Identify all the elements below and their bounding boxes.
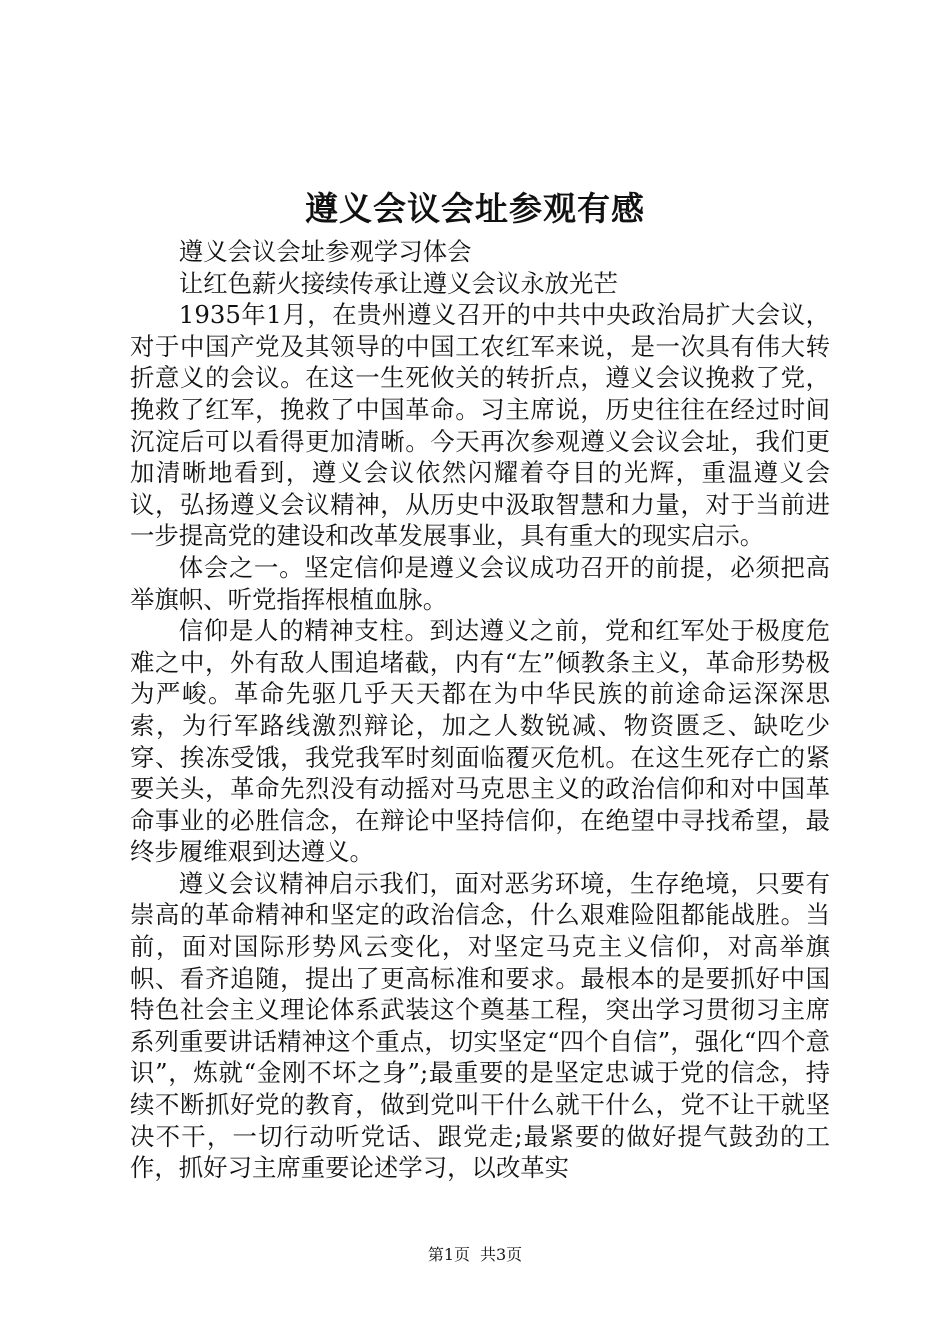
page-number: 第1页 [427, 1245, 470, 1264]
subtitle-line: 让红色薪火接续传承让遵义会议永放光芒 [178, 268, 618, 298]
document-body [130, 236, 830, 1184]
body-paragraph: 信仰是人的精神支柱。到达遵义之前，党和红军处于极度危难之中，外有敌人围追堵截，内有“左”倾教条主义，革命形势极为严峻。革命先驱几乎天天都在为中华民族的前途命运深深思索，为行军路线激烈辩论，加之人数锐减、物资匮乏、缺吃少穿、挨冻受饿，我党我军时刻面临覆灭危机。在这生死存亡的紧要关头，革命先烈没有动摇对马克思主义的政治信仰和对中国革命事业的必胜信念，在辩论中坚持信仰，在绝望中寻找希望，最终步履维艰到达遵义。 [130, 616, 830, 867]
body-paragraph: 遵义会议精神启示我们，面对恶劣环境，生存绝境，只要有崇高的革命精神和坚定的政治信念，什么艰难险阻都能战胜。当前，面对国际形势风云变化，对坚定马克主义信仰，对高举旗帜、看齐追随，提出了更高标准和要求。最根本的是要抓好中国特色社会主义理论体系武装这个奠基工程，突出学习贯彻习主席系列重要讲话精神这个重点，切实坚定“四个自信”，强化“四个意识”，炼就“金刚不坏之身”;最重要的是坚定忠诚于党的信念，持续不断抓好党的教育，做到党叫干什么就干什么，党不让干就坚决不干，一切行动听党话、跟党走;最紧要的做好提气鼓劲的工作，抓好习主席重要论述学习，以改革实 [130, 868, 830, 1183]
page-footer [0, 1244, 950, 1266]
body-paragraph: 体会之一。坚定信仰是遵义会议成功召开的前提，必须把高举旗帜、听党指挥根植血脉。 [130, 552, 830, 614]
subtitle-line: 遵义会议会址参观学习体会 [178, 237, 472, 266]
body-paragraph: 1935年1月，在贵州遵义召开的中共中央政治局扩大会议，对于中国产党及其领导的中国工农红军来说，是一次具有伟大转折意义的会议。在这一生死攸关的转折点，遵义会议挽救了党，挽救了红军，挽救了中国革命。习主席说，历史往往在经过时间沉淀后可以看得更加清晰。今天再次参观遵义会议会址，我们更加清晰地看到，遵义会议依然闪耀着夺目的光辉，重温遵义会议，弘扬遵义会议精神，从历史中汲取智慧和力量，对于当前进一步提高党的建设和改革发展事业，具有重大的现实启示。 [130, 300, 830, 551]
page-total: 共3页 [480, 1245, 523, 1264]
document-title: 遵义会议会址参观有感 [305, 189, 645, 228]
